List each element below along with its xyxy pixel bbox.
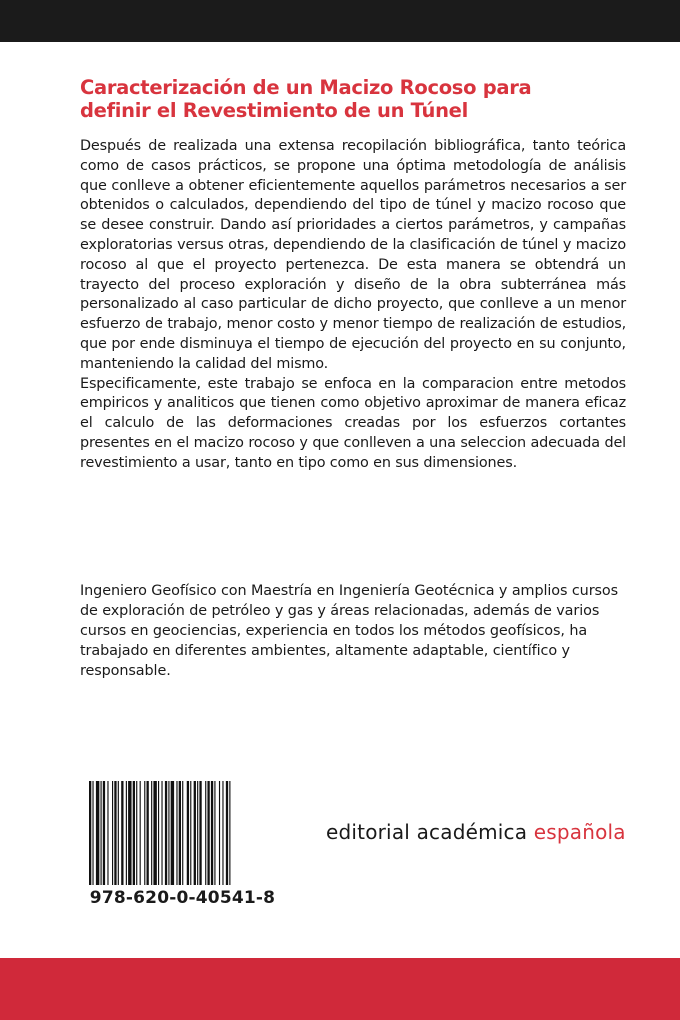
author-bio: Ingeniero Geofísico con Maestría en Ingeniería Geotécnica y amplios cursos de exploración de petróleo y gas y áreas relacionadas, además de varios cursos en geociencias, experiencia en todos los métodos geofísicos, ha trabajado en diferentes ambientes, altamente adaptable, científico y responsable. bbox=[80, 583, 619, 679]
title-line-2: definir el Revestimiento de un Túnel bbox=[80, 99, 468, 122]
barcode-bars bbox=[89, 781, 276, 885]
book-title bbox=[80, 76, 640, 122]
publisher-name-accent: española bbox=[533, 820, 626, 844]
title-line-1: Caracterización de un Macizo Rocoso para bbox=[80, 76, 532, 99]
isbn-number: 978-620-0-40541-8 bbox=[89, 888, 276, 908]
top-band bbox=[0, 0, 680, 42]
blurb-paragraph-2: Especificamente, este trabajo se enfoca en la comparacion entre metodos empiricos y analiticos que tienen como objetivo aproximar de manera eficaz el calculo de las deformaciones creadas por los esfuerzos cortantes presentes en el macizo rocoso y que conlleven a una seleccion adecuada del revestimiento a usar, tanto en tipo como en sus dimensiones. bbox=[80, 375, 626, 471]
bottom-band bbox=[0, 958, 680, 1020]
book-blurb bbox=[80, 137, 626, 474]
publisher-logo bbox=[326, 820, 626, 844]
blurb-paragraph-1: Después de realizada una extensa recopilación bibliográfica, tanto teórica como de casos prácticos, se propone una óptima metodología de análisis que conlleve a obtener eficientemente aquellos parámetros necesarios a ser obtenidos o calculados, dependiendo del tipo de túnel y macizo rocoso que se desee construir. Dando así prioridades a ciertos parámetros, y campañas exploratorias versus otras, dependiendo de la clasificación de túnel y macizo rocoso al que el proyecto pertenezca. De esta manera se obtendrá un trayecto del proceso exploración y diseño de la obra subterránea más personalizado al caso particular de dicho proyecto, que conlleve a un menor esfuerzo de trabajo, menor costo y menor tiempo de realización de estudios, que por ende disminuya el tiempo de ejecución del proyecto en su conjunto, manteniendo la calidad del mismo. bbox=[80, 138, 626, 372]
barcode bbox=[79, 776, 286, 921]
publisher-name: editorial académica bbox=[326, 820, 534, 844]
